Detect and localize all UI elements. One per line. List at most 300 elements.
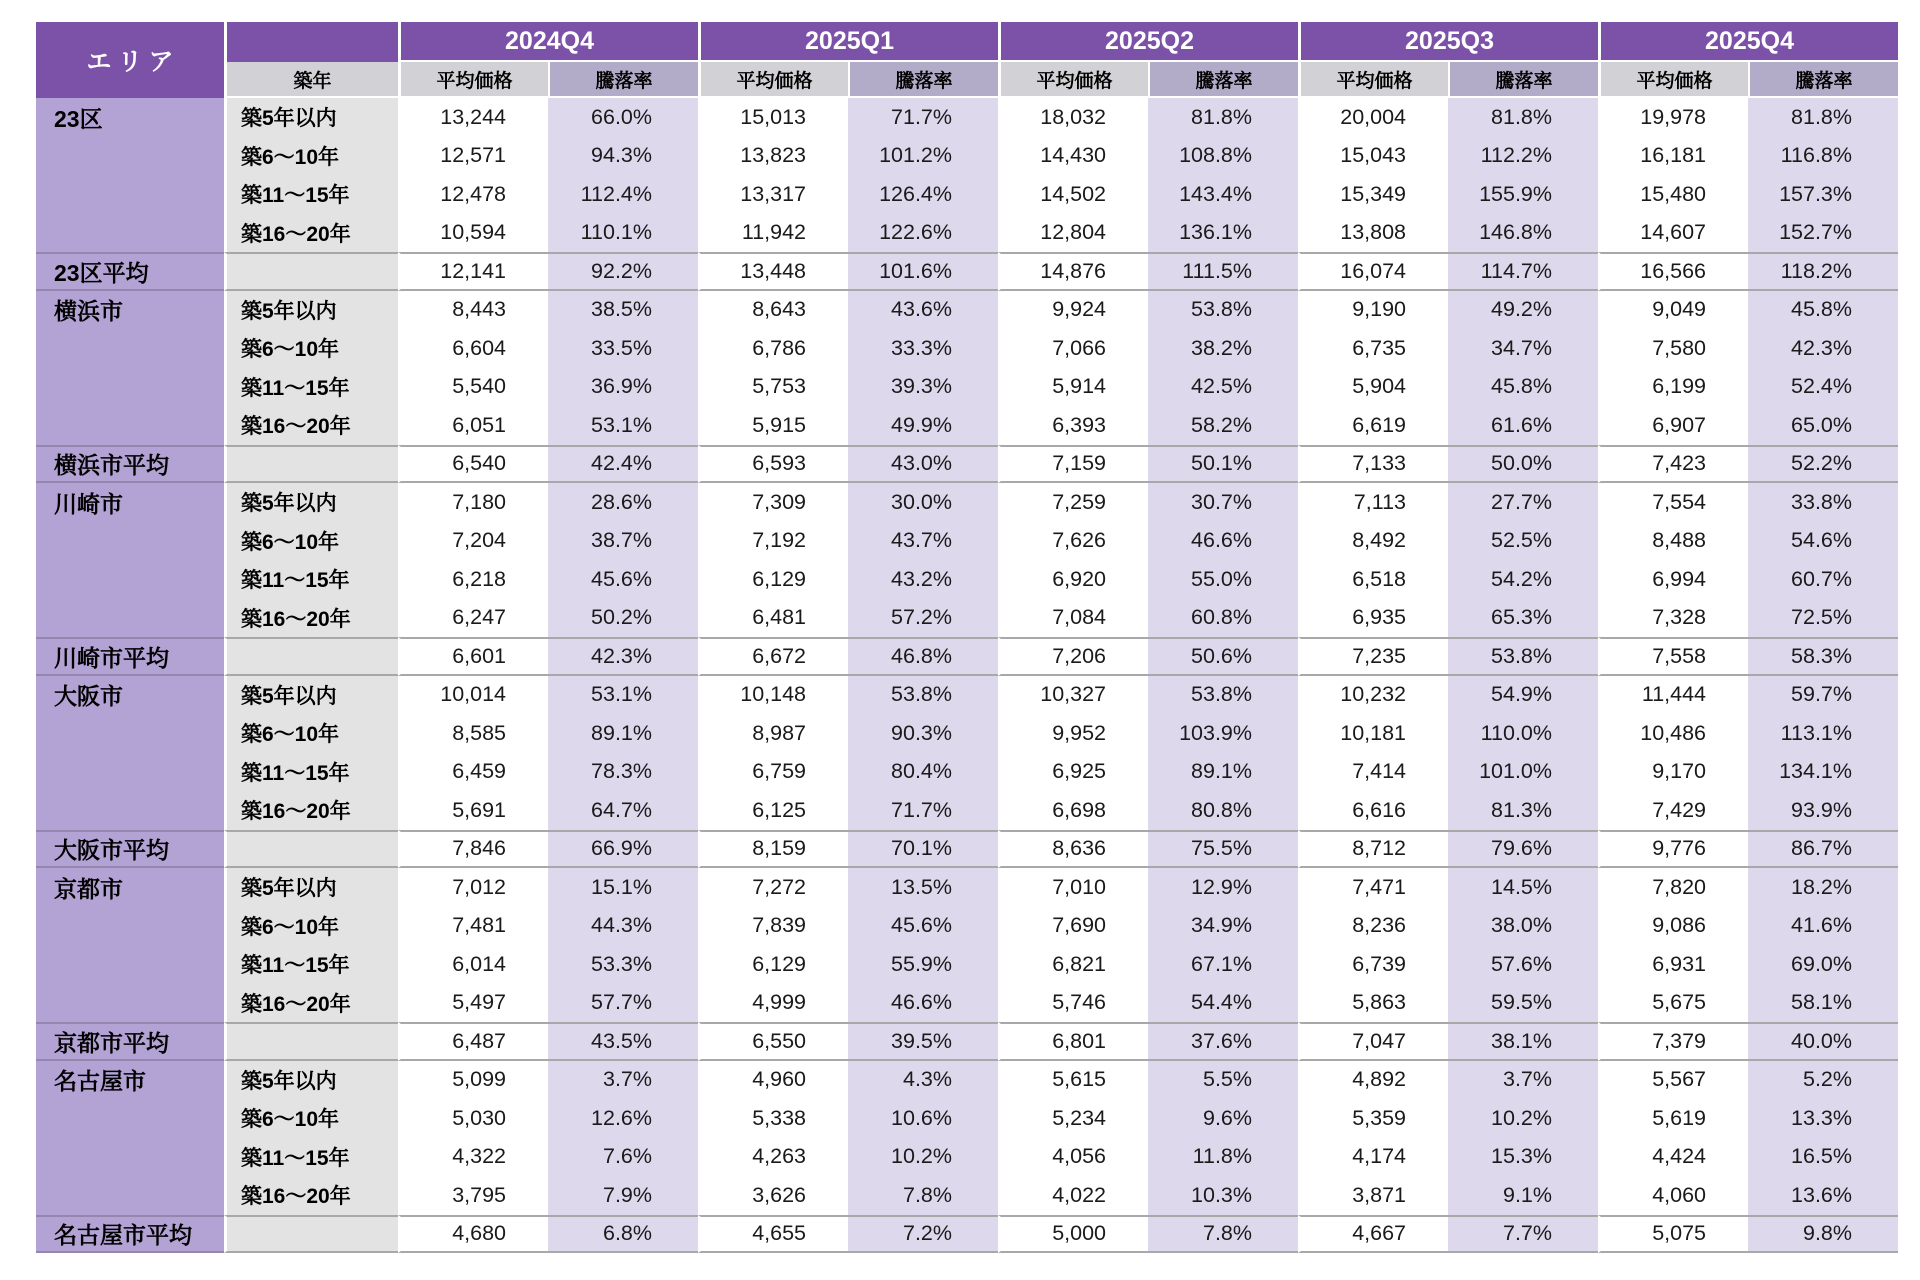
price-column-header: 平均価格 bbox=[1598, 62, 1748, 98]
change-rate-cell: 80.8% bbox=[1148, 791, 1298, 830]
price-cell: 4,424 bbox=[1598, 1138, 1748, 1177]
price-cell: 4,999 bbox=[698, 984, 848, 1023]
average-change-cell: 86.7% bbox=[1748, 830, 1898, 869]
change-rate-cell: 52.4% bbox=[1748, 368, 1898, 407]
age-label-cell: 築16～20年 bbox=[224, 406, 398, 445]
change-rate-cell: 65.0% bbox=[1748, 406, 1898, 445]
price-cell: 6,821 bbox=[998, 945, 1148, 984]
price-cell: 5,691 bbox=[398, 791, 548, 830]
price-cell: 5,615 bbox=[998, 1061, 1148, 1100]
age-label-cell: 築6～10年 bbox=[224, 907, 398, 946]
area-group-cell bbox=[36, 329, 224, 368]
price-cell: 14,430 bbox=[998, 137, 1148, 176]
price-cell: 5,619 bbox=[1598, 1099, 1748, 1138]
price-cell: 6,218 bbox=[398, 560, 548, 599]
price-cell: 10,327 bbox=[998, 676, 1148, 715]
price-cell: 3,871 bbox=[1298, 1176, 1448, 1215]
change-rate-cell: 10.2% bbox=[1448, 1099, 1598, 1138]
price-cell: 6,459 bbox=[398, 753, 548, 792]
price-cell: 4,322 bbox=[398, 1138, 548, 1177]
price-cell: 15,013 bbox=[698, 98, 848, 137]
change-rate-cell: 46.6% bbox=[848, 984, 998, 1023]
area-group-cell bbox=[36, 753, 224, 792]
age-label-cell: 築16～20年 bbox=[224, 214, 398, 253]
change-rate-cell: 53.1% bbox=[548, 406, 698, 445]
average-price-cell: 16,074 bbox=[1298, 252, 1448, 291]
price-cell: 7,328 bbox=[1598, 599, 1748, 638]
area-group-cell bbox=[36, 406, 224, 445]
change-rate-cell: 38.5% bbox=[548, 291, 698, 330]
change-rate-cell: 64.7% bbox=[548, 791, 698, 830]
change-rate-cell: 57.7% bbox=[548, 984, 698, 1023]
change-rate-cell: 146.8% bbox=[1448, 214, 1598, 253]
change-rate-cell: 110.0% bbox=[1448, 714, 1598, 753]
price-cell: 11,444 bbox=[1598, 676, 1748, 715]
age-label-cell: 築5年以内 bbox=[224, 291, 398, 330]
average-change-cell: 75.5% bbox=[1148, 830, 1298, 869]
price-cell: 7,580 bbox=[1598, 329, 1748, 368]
change-rate-cell: 15.3% bbox=[1448, 1138, 1598, 1177]
price-cell: 7,180 bbox=[398, 483, 548, 522]
average-change-cell: 70.1% bbox=[848, 830, 998, 869]
age-column-header: 築年 bbox=[224, 62, 398, 98]
change-rate-cell: 54.6% bbox=[1748, 522, 1898, 561]
area-group-cell bbox=[36, 1099, 224, 1138]
change-rate-cell: 69.0% bbox=[1748, 945, 1898, 984]
price-cell: 6,619 bbox=[1298, 406, 1448, 445]
age-label-cell: 築6～10年 bbox=[224, 522, 398, 561]
average-price-cell: 6,672 bbox=[698, 637, 848, 676]
price-column-header: 平均価格 bbox=[1298, 62, 1448, 98]
average-price-cell: 8,636 bbox=[998, 830, 1148, 869]
average-price-cell: 12,141 bbox=[398, 252, 548, 291]
change-rate-cell: 54.2% bbox=[1448, 560, 1598, 599]
change-rate-cell: 108.8% bbox=[1148, 137, 1298, 176]
quarter-header: 2024Q4 bbox=[398, 22, 698, 62]
age-label-cell: 築5年以内 bbox=[224, 483, 398, 522]
price-cell: 12,478 bbox=[398, 175, 548, 214]
price-cell: 10,181 bbox=[1298, 714, 1448, 753]
area-group-cell bbox=[36, 560, 224, 599]
change-rate-cell: 110.1% bbox=[548, 214, 698, 253]
header-spacer bbox=[224, 22, 398, 62]
change-rate-cell: 112.4% bbox=[548, 175, 698, 214]
change-rate-cell: 50.2% bbox=[548, 599, 698, 638]
change-rate-cell: 49.2% bbox=[1448, 291, 1598, 330]
average-change-cell: 92.2% bbox=[548, 252, 698, 291]
average-change-cell: 111.5% bbox=[1148, 252, 1298, 291]
change-rate-cell: 44.3% bbox=[548, 907, 698, 946]
price-cell: 8,236 bbox=[1298, 907, 1448, 946]
change-rate-cell: 15.1% bbox=[548, 868, 698, 907]
change-rate-cell: 143.4% bbox=[1148, 175, 1298, 214]
change-rate-cell: 78.3% bbox=[548, 753, 698, 792]
price-cell: 6,994 bbox=[1598, 560, 1748, 599]
change-rate-cell: 49.9% bbox=[848, 406, 998, 445]
change-rate-cell: 59.7% bbox=[1748, 676, 1898, 715]
average-change-cell: 53.8% bbox=[1448, 637, 1598, 676]
change-rate-cell: 155.9% bbox=[1448, 175, 1598, 214]
change-rate-cell: 28.6% bbox=[548, 483, 698, 522]
price-cell: 7,010 bbox=[998, 868, 1148, 907]
change-rate-cell: 14.5% bbox=[1448, 868, 1598, 907]
change-rate-cell: 46.6% bbox=[1148, 522, 1298, 561]
price-cell: 5,567 bbox=[1598, 1061, 1748, 1100]
average-change-cell: 58.3% bbox=[1748, 637, 1898, 676]
change-rate-cell: 16.5% bbox=[1748, 1138, 1898, 1177]
age-label-cell: 築5年以内 bbox=[224, 98, 398, 137]
price-cell: 7,113 bbox=[1298, 483, 1448, 522]
price-cell: 7,839 bbox=[698, 907, 848, 946]
change-column-header: 騰落率 bbox=[1148, 62, 1298, 98]
average-price-cell: 8,712 bbox=[1298, 830, 1448, 869]
area-group-cell bbox=[36, 214, 224, 253]
change-rate-cell: 43.7% bbox=[848, 522, 998, 561]
average-change-cell: 42.3% bbox=[548, 637, 698, 676]
area-group-cell bbox=[36, 175, 224, 214]
area-group-cell bbox=[36, 984, 224, 1023]
price-cell: 6,739 bbox=[1298, 945, 1448, 984]
age-label-cell: 築5年以内 bbox=[224, 676, 398, 715]
average-change-cell: 50.1% bbox=[1148, 445, 1298, 484]
average-row-label: 23区平均 bbox=[36, 252, 224, 291]
average-row-label: 名古屋市平均 bbox=[36, 1215, 224, 1254]
price-cell: 10,148 bbox=[698, 676, 848, 715]
price-cell: 5,030 bbox=[398, 1099, 548, 1138]
change-rate-cell: 45.8% bbox=[1748, 291, 1898, 330]
average-change-cell: 52.2% bbox=[1748, 445, 1898, 484]
age-label-cell: 築11～15年 bbox=[224, 753, 398, 792]
area-group-cell bbox=[36, 791, 224, 830]
change-rate-cell: 3.7% bbox=[548, 1061, 698, 1100]
average-change-cell: 42.4% bbox=[548, 445, 698, 484]
change-rate-cell: 57.2% bbox=[848, 599, 998, 638]
change-rate-cell: 38.7% bbox=[548, 522, 698, 561]
price-cell: 7,259 bbox=[998, 483, 1148, 522]
average-price-cell: 7,558 bbox=[1598, 637, 1748, 676]
price-cell: 6,393 bbox=[998, 406, 1148, 445]
average-change-cell: 7.2% bbox=[848, 1215, 998, 1254]
average-change-cell: 7.7% bbox=[1448, 1215, 1598, 1254]
price-cell: 13,244 bbox=[398, 98, 548, 137]
change-rate-cell: 4.3% bbox=[848, 1061, 998, 1100]
quarter-header: 2025Q4 bbox=[1598, 22, 1898, 62]
average-price-cell: 13,448 bbox=[698, 252, 848, 291]
change-rate-cell: 30.7% bbox=[1148, 483, 1298, 522]
area-group-cell: 川崎市 bbox=[36, 483, 224, 522]
price-cell: 15,349 bbox=[1298, 175, 1448, 214]
price-cell: 10,232 bbox=[1298, 676, 1448, 715]
price-cell: 6,247 bbox=[398, 599, 548, 638]
age-label-cell-empty bbox=[224, 252, 398, 291]
quarter-header: 2025Q2 bbox=[998, 22, 1298, 62]
price-cell: 6,014 bbox=[398, 945, 548, 984]
change-rate-cell: 71.7% bbox=[848, 791, 998, 830]
change-rate-cell: 60.7% bbox=[1748, 560, 1898, 599]
change-rate-cell: 53.1% bbox=[548, 676, 698, 715]
price-cell: 7,272 bbox=[698, 868, 848, 907]
change-rate-cell: 66.0% bbox=[548, 98, 698, 137]
price-cell: 6,735 bbox=[1298, 329, 1448, 368]
price-cell: 18,032 bbox=[998, 98, 1148, 137]
average-change-cell: 118.2% bbox=[1748, 252, 1898, 291]
age-label-cell-empty bbox=[224, 1215, 398, 1254]
price-cell: 10,486 bbox=[1598, 714, 1748, 753]
change-rate-cell: 5.5% bbox=[1148, 1061, 1298, 1100]
average-price-cell: 4,667 bbox=[1298, 1215, 1448, 1254]
average-row-label: 京都市平均 bbox=[36, 1022, 224, 1061]
average-price-cell: 6,601 bbox=[398, 637, 548, 676]
price-cell: 6,604 bbox=[398, 329, 548, 368]
change-rate-cell: 12.6% bbox=[548, 1099, 698, 1138]
change-rate-cell: 71.7% bbox=[848, 98, 998, 137]
average-price-cell: 7,379 bbox=[1598, 1022, 1748, 1061]
area-group-cell: 名古屋市 bbox=[36, 1061, 224, 1100]
change-rate-cell: 103.9% bbox=[1148, 714, 1298, 753]
price-cell: 7,820 bbox=[1598, 868, 1748, 907]
age-label-cell: 築11～15年 bbox=[224, 560, 398, 599]
price-cell: 6,935 bbox=[1298, 599, 1448, 638]
average-change-cell: 7.8% bbox=[1148, 1215, 1298, 1254]
change-rate-cell: 38.0% bbox=[1448, 907, 1598, 946]
average-price-cell: 5,000 bbox=[998, 1215, 1148, 1254]
change-rate-cell: 13.5% bbox=[848, 868, 998, 907]
change-rate-cell: 54.4% bbox=[1148, 984, 1298, 1023]
price-column-header: 平均価格 bbox=[998, 62, 1148, 98]
change-rate-cell: 81.8% bbox=[1448, 98, 1598, 137]
change-rate-cell: 67.1% bbox=[1148, 945, 1298, 984]
change-rate-cell: 116.8% bbox=[1748, 137, 1898, 176]
price-cell: 12,571 bbox=[398, 137, 548, 176]
change-rate-cell: 11.8% bbox=[1148, 1138, 1298, 1177]
price-cell: 9,170 bbox=[1598, 753, 1748, 792]
change-rate-cell: 60.8% bbox=[1148, 599, 1298, 638]
change-rate-cell: 113.1% bbox=[1748, 714, 1898, 753]
price-cell: 6,481 bbox=[698, 599, 848, 638]
average-price-cell: 6,487 bbox=[398, 1022, 548, 1061]
average-price-cell: 6,550 bbox=[698, 1022, 848, 1061]
price-cell: 6,920 bbox=[998, 560, 1148, 599]
change-rate-cell: 101.2% bbox=[848, 137, 998, 176]
change-rate-cell: 7.6% bbox=[548, 1138, 698, 1177]
change-rate-cell: 13.3% bbox=[1748, 1099, 1898, 1138]
price-cell: 9,952 bbox=[998, 714, 1148, 753]
change-rate-cell: 89.1% bbox=[548, 714, 698, 753]
average-price-cell: 4,655 bbox=[698, 1215, 848, 1254]
age-label-cell-empty bbox=[224, 445, 398, 484]
area-group-cell: 23区 bbox=[36, 98, 224, 137]
change-rate-cell: 33.5% bbox=[548, 329, 698, 368]
average-price-cell: 7,159 bbox=[998, 445, 1148, 484]
price-cell: 9,924 bbox=[998, 291, 1148, 330]
change-column-header: 騰落率 bbox=[1748, 62, 1898, 98]
age-label-cell: 築16～20年 bbox=[224, 984, 398, 1023]
average-price-cell: 7,206 bbox=[998, 637, 1148, 676]
average-change-cell: 9.8% bbox=[1748, 1215, 1898, 1254]
price-cell: 6,518 bbox=[1298, 560, 1448, 599]
change-rate-cell: 81.8% bbox=[1148, 98, 1298, 137]
price-cell: 5,675 bbox=[1598, 984, 1748, 1023]
change-rate-cell: 134.1% bbox=[1748, 753, 1898, 792]
price-cell: 7,429 bbox=[1598, 791, 1748, 830]
price-cell: 5,338 bbox=[698, 1099, 848, 1138]
age-label-cell: 築6～10年 bbox=[224, 714, 398, 753]
price-cell: 3,626 bbox=[698, 1176, 848, 1215]
age-label-cell-empty bbox=[224, 1022, 398, 1061]
change-rate-cell: 33.3% bbox=[848, 329, 998, 368]
price-cell: 7,626 bbox=[998, 522, 1148, 561]
average-change-cell: 66.9% bbox=[548, 830, 698, 869]
change-rate-cell: 42.3% bbox=[1748, 329, 1898, 368]
price-cell: 6,125 bbox=[698, 791, 848, 830]
change-rate-cell: 10.3% bbox=[1148, 1176, 1298, 1215]
price-cell: 5,914 bbox=[998, 368, 1148, 407]
price-cell: 7,481 bbox=[398, 907, 548, 946]
average-price-cell: 7,423 bbox=[1598, 445, 1748, 484]
average-price-cell: 14,876 bbox=[998, 252, 1148, 291]
change-rate-cell: 53.8% bbox=[848, 676, 998, 715]
average-price-cell: 9,776 bbox=[1598, 830, 1748, 869]
area-group-cell: 大阪市 bbox=[36, 676, 224, 715]
price-cell: 20,004 bbox=[1298, 98, 1448, 137]
price-cell: 4,960 bbox=[698, 1061, 848, 1100]
average-price-cell: 6,801 bbox=[998, 1022, 1148, 1061]
price-cell: 5,540 bbox=[398, 368, 548, 407]
area-group-cell bbox=[36, 1176, 224, 1215]
average-price-cell: 16,566 bbox=[1598, 252, 1748, 291]
average-price-cell: 6,593 bbox=[698, 445, 848, 484]
average-change-cell: 37.6% bbox=[1148, 1022, 1298, 1061]
average-change-cell: 43.5% bbox=[548, 1022, 698, 1061]
price-cell: 13,808 bbox=[1298, 214, 1448, 253]
change-rate-cell: 43.6% bbox=[848, 291, 998, 330]
price-cell: 4,174 bbox=[1298, 1138, 1448, 1177]
average-row-label: 川崎市平均 bbox=[36, 637, 224, 676]
price-cell: 12,804 bbox=[998, 214, 1148, 253]
price-cell: 8,443 bbox=[398, 291, 548, 330]
change-rate-cell: 59.5% bbox=[1448, 984, 1598, 1023]
change-rate-cell: 126.4% bbox=[848, 175, 998, 214]
average-price-cell: 7,846 bbox=[398, 830, 548, 869]
change-rate-cell: 80.4% bbox=[848, 753, 998, 792]
change-rate-cell: 55.9% bbox=[848, 945, 998, 984]
price-column-header: 平均価格 bbox=[698, 62, 848, 98]
change-rate-cell: 157.3% bbox=[1748, 175, 1898, 214]
price-cell: 16,181 bbox=[1598, 137, 1748, 176]
price-cell: 15,043 bbox=[1298, 137, 1448, 176]
price-cell: 10,594 bbox=[398, 214, 548, 253]
change-column-header: 騰落率 bbox=[548, 62, 698, 98]
change-rate-cell: 81.3% bbox=[1448, 791, 1598, 830]
price-cell: 7,690 bbox=[998, 907, 1148, 946]
price-cell: 8,488 bbox=[1598, 522, 1748, 561]
average-price-cell: 7,133 bbox=[1298, 445, 1448, 484]
price-cell: 7,309 bbox=[698, 483, 848, 522]
quarter-header: 2025Q1 bbox=[698, 22, 998, 62]
price-cell: 10,014 bbox=[398, 676, 548, 715]
age-label-cell: 築6～10年 bbox=[224, 1099, 398, 1138]
average-change-cell: 39.5% bbox=[848, 1022, 998, 1061]
price-cell: 7,066 bbox=[998, 329, 1148, 368]
change-rate-cell: 9.6% bbox=[1148, 1099, 1298, 1138]
age-label-cell: 築5年以内 bbox=[224, 868, 398, 907]
change-rate-cell: 58.2% bbox=[1148, 406, 1298, 445]
change-rate-cell: 38.2% bbox=[1148, 329, 1298, 368]
price-cell: 13,823 bbox=[698, 137, 848, 176]
price-cell: 5,753 bbox=[698, 368, 848, 407]
age-label-cell: 築16～20年 bbox=[224, 791, 398, 830]
change-rate-cell: 41.6% bbox=[1748, 907, 1898, 946]
price-cell: 9,086 bbox=[1598, 907, 1748, 946]
price-cell: 5,746 bbox=[998, 984, 1148, 1023]
change-rate-cell: 112.2% bbox=[1448, 137, 1598, 176]
price-cell: 8,585 bbox=[398, 714, 548, 753]
price-cell: 9,049 bbox=[1598, 291, 1748, 330]
average-price-cell: 4,680 bbox=[398, 1215, 548, 1254]
change-rate-cell: 27.7% bbox=[1448, 483, 1598, 522]
change-rate-cell: 45.6% bbox=[548, 560, 698, 599]
area-group-cell bbox=[36, 522, 224, 561]
age-label-cell: 築11～15年 bbox=[224, 175, 398, 214]
price-cell: 14,502 bbox=[998, 175, 1148, 214]
average-price-cell: 7,235 bbox=[1298, 637, 1448, 676]
change-rate-cell: 45.8% bbox=[1448, 368, 1598, 407]
area-group-cell bbox=[36, 599, 224, 638]
area-group-cell: 京都市 bbox=[36, 868, 224, 907]
change-rate-cell: 45.6% bbox=[848, 907, 998, 946]
price-cell: 4,263 bbox=[698, 1138, 848, 1177]
price-cell: 6,931 bbox=[1598, 945, 1748, 984]
change-rate-cell: 90.3% bbox=[848, 714, 998, 753]
age-label-cell: 築16～20年 bbox=[224, 1176, 398, 1215]
age-label-cell-empty bbox=[224, 637, 398, 676]
price-cell: 5,904 bbox=[1298, 368, 1448, 407]
change-rate-cell: 61.6% bbox=[1448, 406, 1598, 445]
age-label-cell: 築5年以内 bbox=[224, 1061, 398, 1100]
average-change-cell: 50.0% bbox=[1448, 445, 1598, 484]
change-rate-cell: 52.5% bbox=[1448, 522, 1598, 561]
age-label-cell: 築6～10年 bbox=[224, 137, 398, 176]
change-rate-cell: 34.7% bbox=[1448, 329, 1598, 368]
average-change-cell: 46.8% bbox=[848, 637, 998, 676]
price-cell: 6,199 bbox=[1598, 368, 1748, 407]
price-cell: 5,915 bbox=[698, 406, 848, 445]
price-cell: 6,129 bbox=[698, 945, 848, 984]
price-cell: 6,616 bbox=[1298, 791, 1448, 830]
change-rate-cell: 43.2% bbox=[848, 560, 998, 599]
change-rate-cell: 93.9% bbox=[1748, 791, 1898, 830]
change-rate-cell: 58.1% bbox=[1748, 984, 1898, 1023]
price-cell: 5,863 bbox=[1298, 984, 1448, 1023]
change-column-header: 騰落率 bbox=[1448, 62, 1598, 98]
change-rate-cell: 9.1% bbox=[1448, 1176, 1598, 1215]
price-cell: 4,060 bbox=[1598, 1176, 1748, 1215]
area-group-cell bbox=[36, 1138, 224, 1177]
area-group-cell bbox=[36, 137, 224, 176]
average-change-cell: 101.6% bbox=[848, 252, 998, 291]
price-cell: 7,471 bbox=[1298, 868, 1448, 907]
change-rate-cell: 10.2% bbox=[848, 1138, 998, 1177]
change-rate-cell: 39.3% bbox=[848, 368, 998, 407]
price-cell: 7,084 bbox=[998, 599, 1148, 638]
change-rate-cell: 7.8% bbox=[848, 1176, 998, 1215]
change-rate-cell: 152.7% bbox=[1748, 214, 1898, 253]
price-cell: 5,359 bbox=[1298, 1099, 1448, 1138]
age-label-cell: 築11～15年 bbox=[224, 1138, 398, 1177]
change-rate-cell: 12.9% bbox=[1148, 868, 1298, 907]
price-cell: 6,129 bbox=[698, 560, 848, 599]
average-row-label: 横浜市平均 bbox=[36, 445, 224, 484]
